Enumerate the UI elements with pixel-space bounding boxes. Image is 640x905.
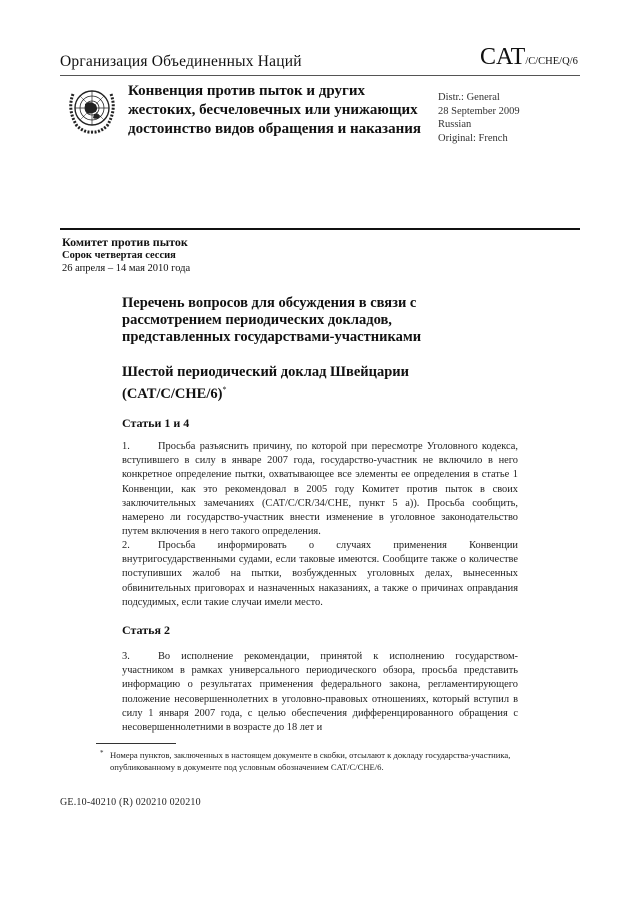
- footnote-separator: [96, 743, 176, 744]
- symbol-main: CAT: [480, 44, 526, 70]
- distribution-line: Distr.: General: [438, 92, 500, 103]
- paragraph-number: 3.: [122, 651, 130, 662]
- convention-title: Конвенция против пыток и других жестоких, бесчеловечных или унижающих достоинство видов обращения и наказания: [128, 83, 421, 137]
- subtitle-text: Шестой периодический доклад Швейцарии (CAT/C/CHE/6): [122, 364, 409, 402]
- document-subtitle: [122, 364, 472, 403]
- date-line: 28 September 2009: [438, 105, 520, 117]
- committee-block: [62, 236, 190, 275]
- un-emblem-icon: [63, 80, 121, 138]
- document-title: Перечень вопросов для обсуждения в связи с рассмотрением периодических докладов, представленных государствами-участниками: [122, 295, 422, 345]
- paragraph-text: Просьба информировать о случаях применения Конвенции внутригосударственными судами, если таковые имеются. Сообщите также о количестве поступивших жалоб на пытки, возбужденных уголовных делах, вынесенных обвинительных приговорах и назначенных наказаниях, а также о причинах оправдания подсудимых, если такие случаи имели место.: [122, 540, 518, 608]
- job-number: GE.10-40210 (R) 020210 020210: [60, 797, 201, 808]
- paragraph: [122, 539, 518, 610]
- section-heading: Статьи 1 и 4: [122, 416, 190, 430]
- header-divider: [60, 228, 580, 230]
- footnote-reference[interactable]: *: [222, 385, 227, 394]
- original-language-line: Original: French: [438, 132, 508, 144]
- organization-name: Организация Объединенных Наций: [60, 53, 302, 70]
- document-symbol: [480, 44, 578, 71]
- session-name: Сорок четвертая сессия: [62, 250, 176, 261]
- paragraph-text: Во исполнение рекомендации, принятой к исполнению государством-участником в рамках универсального периодического обзора, просьба представить информацию о результатах применения федерального закона, регламентирующего положение несовершеннолетних в уголовно-правовых отношениях, который вступил в силу 1 января 2007 года, с целью обеспечения дифференцированного обращения с несовершеннолетними в возрасте до 18 лет и: [122, 651, 518, 734]
- paragraph: [122, 650, 518, 735]
- symbol-suffix: /C/CHE/Q/6: [525, 56, 578, 67]
- paragraph-text: Просьба разъяснить причину, по которой при пересмотре Уголовного кодекса, вступившего в силу в январе 2007 года, государство-участник не включило в него конкретное определение пытки, охватывающее все элементы ее определения в статье 1 Конвенции, как это рекомендовал в 2005 году Комитет против пыток в своих заключительных замечаниях (CAT/C/CR/34/CHE, пункт 5 a)). Просьба сообщить, намерено ли государство-участник внести изменение в уголовное законодательство путем включения в него такого определения.: [122, 441, 518, 538]
- committee-name: Комитет против пыток: [62, 235, 188, 249]
- header-rule: [60, 75, 580, 76]
- distribution-info: [438, 91, 520, 145]
- paragraph-number: 2.: [122, 540, 130, 551]
- session-dates: 26 апреля – 14 мая 2010 года: [62, 263, 191, 274]
- footnote: [100, 749, 520, 773]
- footnote-text: Номера пунктов, заключенных в настоящем документе в скобки, отсылают к докладу государства-участника, опубликованному в документе под условным обозначением CAT/C/CHE/6.: [110, 750, 511, 772]
- paragraph-number: 1.: [122, 441, 130, 452]
- paragraph: [122, 440, 518, 539]
- footnote-mark: *: [100, 749, 104, 757]
- language-line: Russian: [438, 119, 472, 130]
- section-heading: Статья 2: [122, 623, 170, 637]
